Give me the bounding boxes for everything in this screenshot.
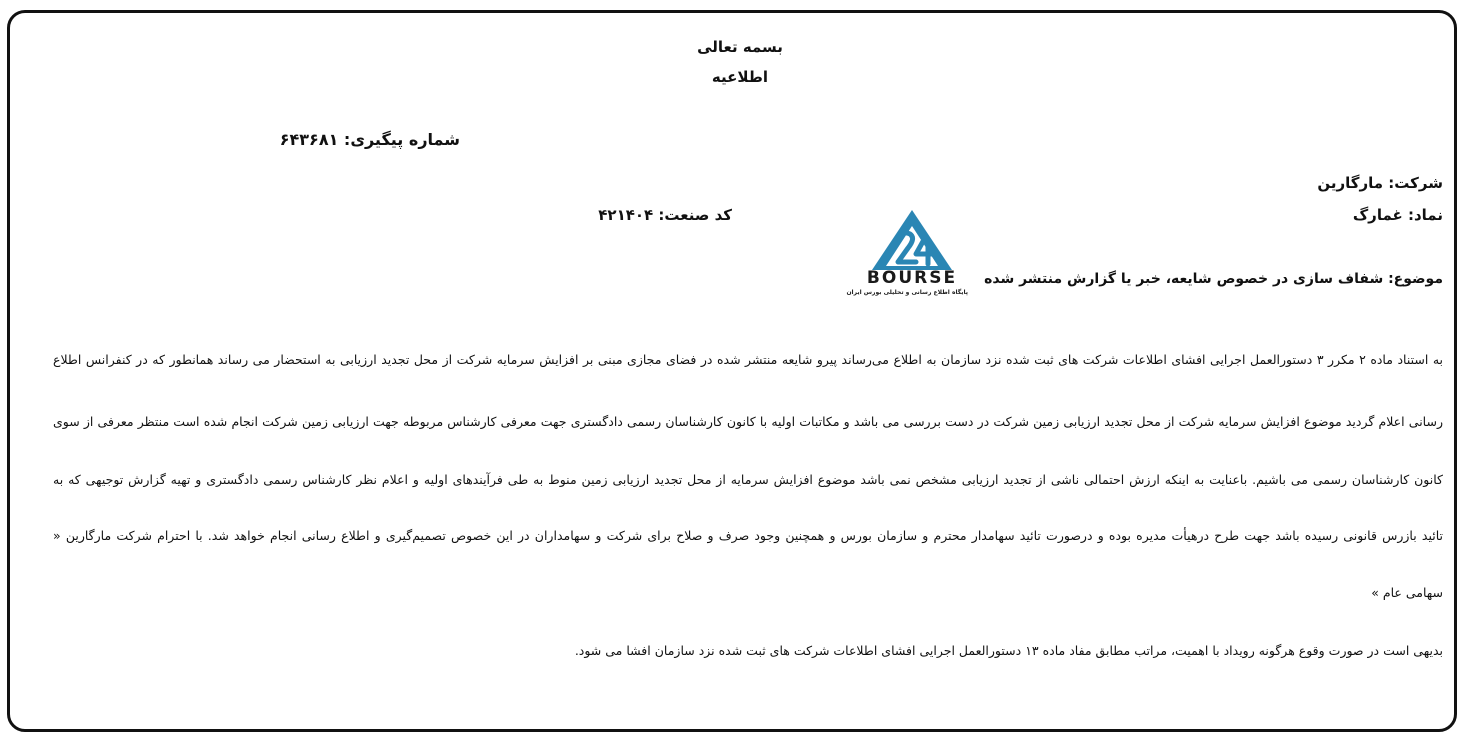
tracking-number: شماره پیگیری: ۶۴۳۶۸۱ [279,130,460,149]
body-line: کانون کارشناسان رسمی می باشیم. باعنایت به اینکه ارزش احتمالی ناشی از تجدید ارزیابی مشخص نمی باشد موضوع افزایش سرمایه از محل تجدید ارزیابی زمین منوط به طی فرآیندهای اولیه و اعلام نظر کارشناس رسمی دادگستری و تهیه گزارش توجیهی که به [53,472,1443,487]
announcement-title: اطلاعیه [711,68,769,86]
body-line: سهامی عام » [1371,585,1443,600]
24-bourse-logo-icon [846,196,968,304]
ticker-symbol: نماد: غمارگ [1352,206,1443,224]
logo-wordmark: BOURSE [866,268,958,288]
body-line: رسانی اعلام گردید موضوع افزایش سرمایه شرکت از محل تجدید ارزیابی زمین شرکت در دست بررسی می باشد و مکاتبات اولیه با کانون کارشناسان رسمی دادگستری جهت معرفی کارشناس مربوطه جهت ارزیابی زمین شرکت انجام شده است منتظر معرفی از سوی [53,414,1443,429]
disclosure-footnote: بدیهی است در صورت وقوع هرگونه رویداد با اهمیت، مراتب مطابق مفاد ماده ۱۳ دستورالعمل اجرایی افشای اطلاعات شرکت های ثبت شده نزد سازمان افشا می شود. [574,643,1443,658]
body-line: به استناد ماده ۲ مکرر ۳ دستورالعمل اجرایی افشای اطلاعات شرکت های ثبت شده نزد سازمان به اطلاع می‌رساند پیرو شایعه منتشر شده در فضای مجازی مبنی بر افزایش سرمایه شرکت از محل تجدید ارزیابی به استحضار می رساند همانطور که در کنفرانس اطلاع [53,352,1443,367]
company-name: شرکت: مارگارین [1317,174,1443,192]
logo-mark [856,196,968,272]
document-frame [7,10,1457,732]
subject-line: موضوع: شفاف سازی در خصوص شایعه، خبر یا گزارش منتشر شده [984,271,1443,287]
body-line: تائید بازرس قانونی رسیده باشد جهت طرح درهیأت مدیره بوده و درصورت تائید سهامدار محترم و سازمان بورس و همچنین وجود صرف و صلاح برای شرکت و سهامداران در این خصوص تصمیم‌گیری و اطلاع رسانی انجام خواهد شد. با احترام شرکت مارگارین « [53,528,1443,543]
industry-code: کد صنعت: ۴۲۱۴۰۴ [598,206,732,224]
basmala-heading: بسمه تعالی [697,38,783,56]
logo-tagline: پایگاه اطلاع رسانی و تحلیلی بورس ایران [846,289,968,296]
